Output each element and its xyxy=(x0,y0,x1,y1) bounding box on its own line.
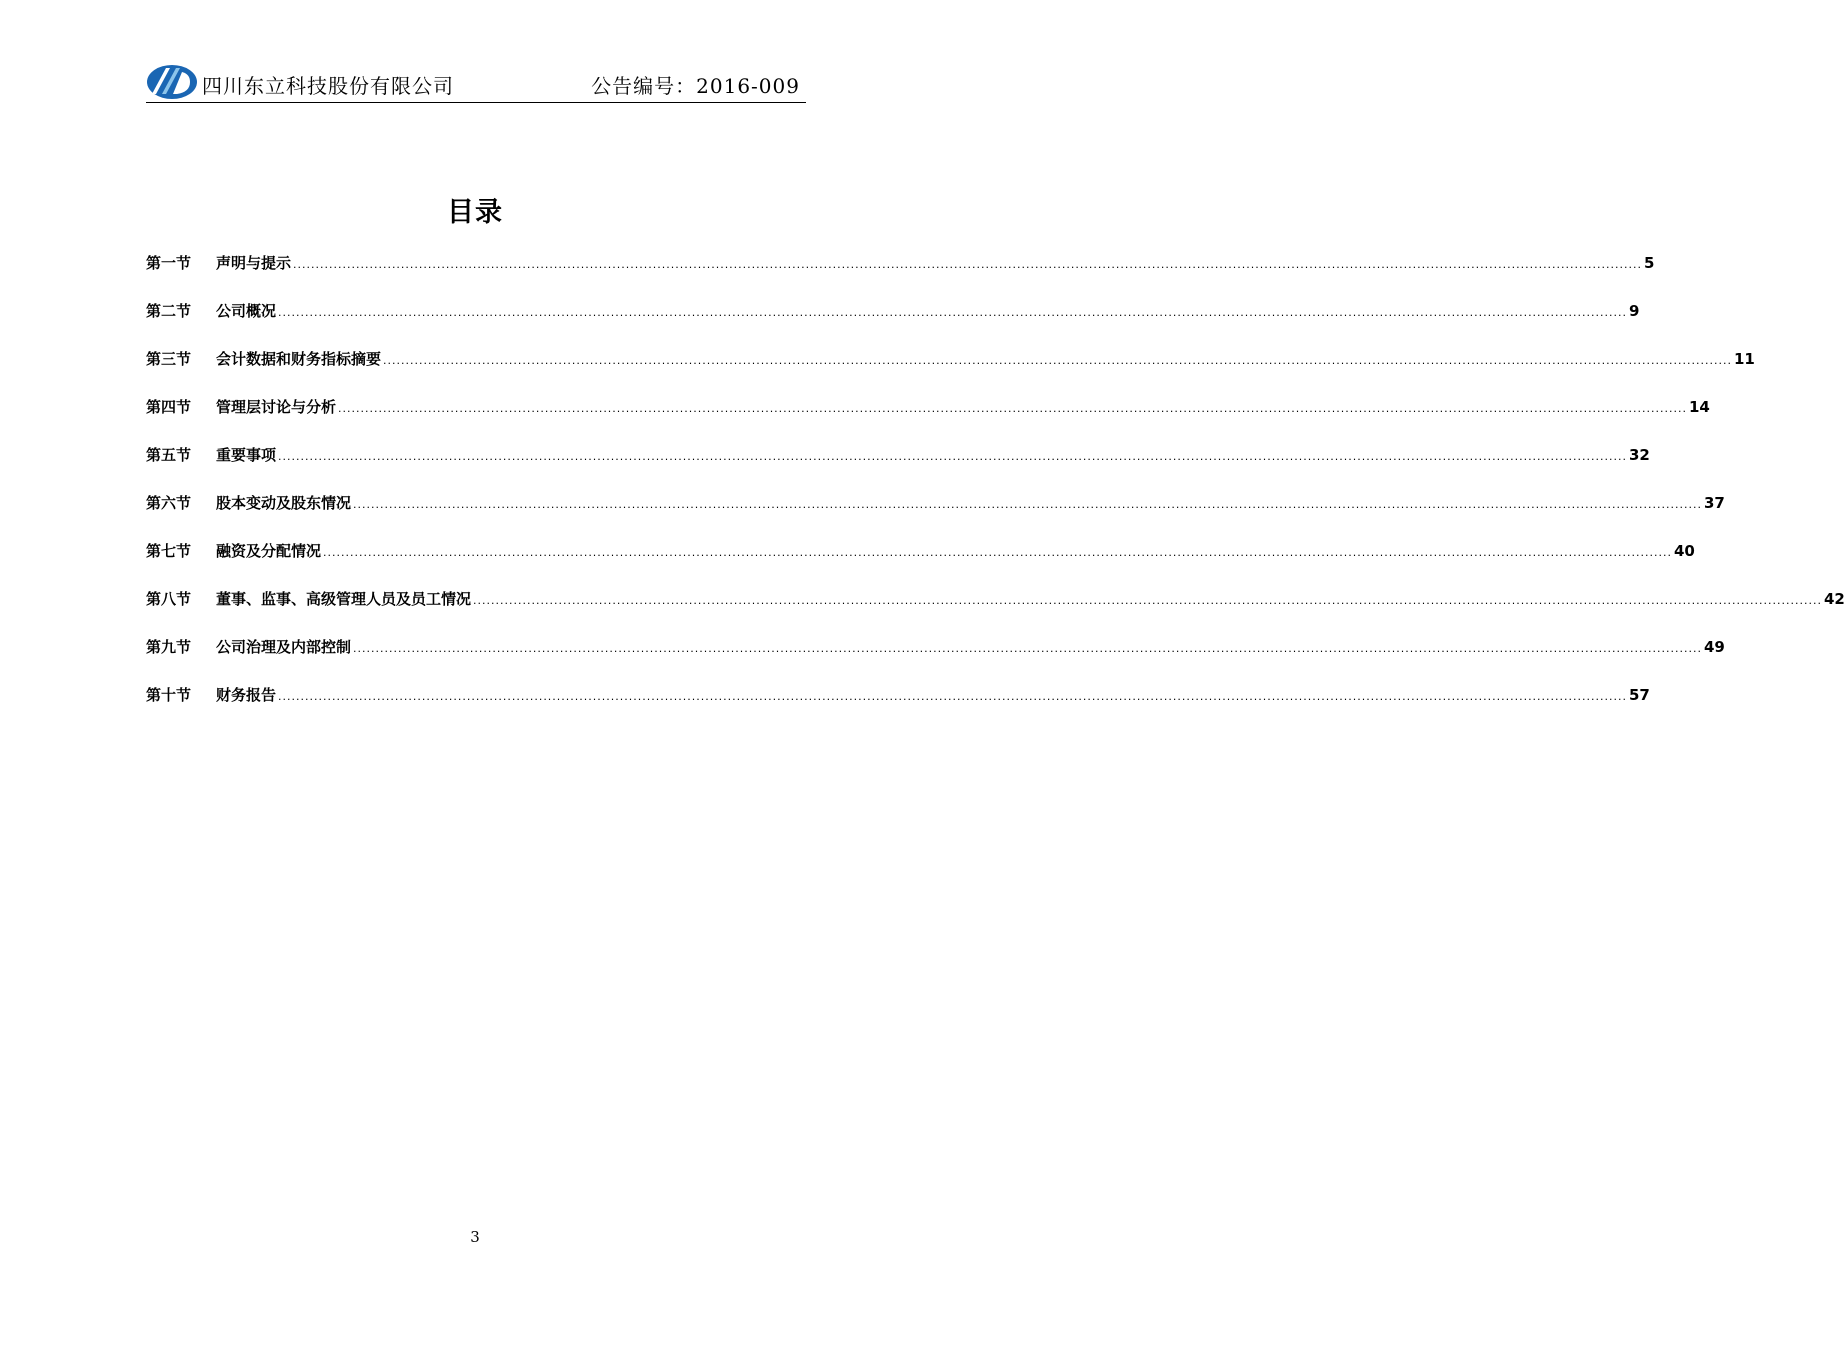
toc-page-number: 32 xyxy=(1629,446,1650,464)
page-number: 3 xyxy=(470,1228,480,1246)
toc-entry[interactable] xyxy=(146,252,1655,300)
toc-section-number: 第六节 xyxy=(146,494,192,512)
toc-section-number: 第三节 xyxy=(146,350,192,368)
toc-dot-leader: ............................................................................................................................................................................................................................................................................................................ xyxy=(353,642,1702,655)
toc-dot-leader: ............................................................................................................................................................................................................................................................................................................ xyxy=(278,690,1627,703)
toc-page-number: 40 xyxy=(1674,542,1695,560)
toc-section-number: 第二节 xyxy=(146,302,192,320)
toc-page-number: 9 xyxy=(1629,302,1640,320)
toc-section-title: 公司概况 xyxy=(216,302,277,320)
toc-entry[interactable] xyxy=(146,588,1845,636)
toc-section-title: 会计数据和财务指标摘要 xyxy=(216,350,382,368)
toc-entry[interactable] xyxy=(146,300,1640,348)
toc-page-number: 37 xyxy=(1704,494,1725,512)
page-header xyxy=(146,60,806,103)
toc-section-number: 第十节 xyxy=(146,686,192,704)
toc-section-title: 声明与提示 xyxy=(216,254,292,272)
toc-dot-leader: ............................................................................................................................................................................................................................................................................................................ xyxy=(278,306,1627,319)
toc-entry[interactable] xyxy=(146,396,1710,444)
toc-entry[interactable] xyxy=(146,684,1650,732)
toc-section-title: 重要事项 xyxy=(216,446,277,464)
toc-section-title: 股本变动及股东情况 xyxy=(216,494,352,512)
toc-section-number: 第一节 xyxy=(146,254,192,272)
toc-section-number: 第八节 xyxy=(146,590,192,608)
toc-entry[interactable] xyxy=(146,636,1725,684)
toc-section-number: 第七节 xyxy=(146,542,192,560)
toc-dot-leader: ............................................................................................................................................................................................................................................................................................................ xyxy=(473,594,1822,607)
toc-section-title: 融资及分配情况 xyxy=(216,542,322,560)
toc-section-number: 第四节 xyxy=(146,398,192,416)
table-of-contents xyxy=(146,252,1845,732)
toc-page-number: 57 xyxy=(1629,686,1650,704)
toc-dot-leader: ............................................................................................................................................................................................................................................................................................................ xyxy=(383,354,1732,367)
toc-page-number: 49 xyxy=(1704,638,1725,656)
notice-number: 公告编号：2016-009 xyxy=(591,74,800,98)
toc-entry[interactable] xyxy=(146,348,1755,396)
toc-dot-leader: ............................................................................................................................................................................................................................................................................................................ xyxy=(278,450,1627,463)
toc-dot-leader: ............................................................................................................................................................................................................................................................................................................ xyxy=(353,498,1702,511)
toc-entry[interactable] xyxy=(146,540,1695,588)
toc-dot-leader: ............................................................................................................................................................................................................................................................................................................ xyxy=(338,402,1687,415)
toc-section-title: 公司治理及内部控制 xyxy=(216,638,352,656)
company-name: 四川东立科技股份有限公司 xyxy=(202,74,454,98)
toc-page-number: 14 xyxy=(1689,398,1710,416)
toc-dot-leader: ............................................................................................................................................................................................................................................................................................................ xyxy=(293,258,1642,271)
toc-section-title: 财务报告 xyxy=(216,686,277,704)
toc-page-number: 42 xyxy=(1824,590,1845,608)
toc-entry[interactable] xyxy=(146,444,1650,492)
toc-section-number: 第九节 xyxy=(146,638,192,656)
toc-page-number: 5 xyxy=(1644,254,1655,272)
toc-section-title: 管理层讨论与分析 xyxy=(216,398,337,416)
toc-entry[interactable] xyxy=(146,492,1725,540)
toc-section-title: 董事、监事、高级管理人员及员工情况 xyxy=(216,590,472,608)
toc-page-number: 11 xyxy=(1734,350,1755,368)
toc-title: 目录 xyxy=(447,197,503,228)
toc-section-number: 第五节 xyxy=(146,446,192,464)
toc-dot-leader: ............................................................................................................................................................................................................................................................................................................ xyxy=(323,546,1672,559)
company-logo-icon xyxy=(146,64,198,100)
